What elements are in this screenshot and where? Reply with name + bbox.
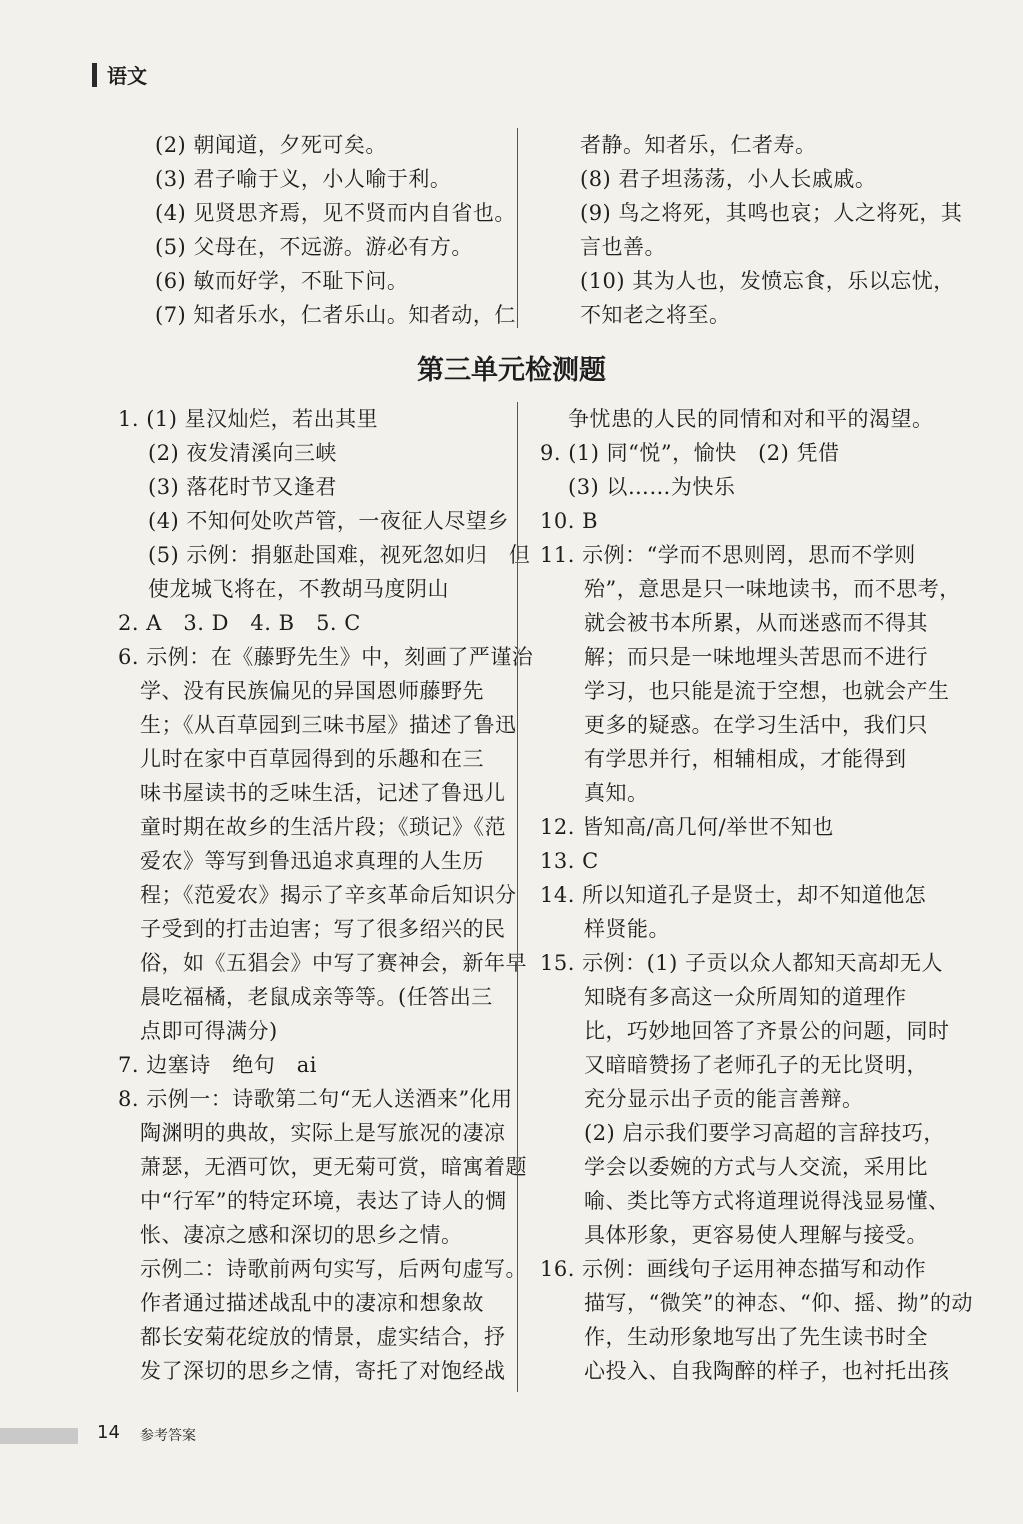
text-line: 作者通过描述战乱中的凄凉和想象故 <box>140 1291 484 1315</box>
column-divider <box>517 402 518 1392</box>
text-line: 味书屋读书的乏味生活，记述了鲁迅儿 <box>140 781 506 805</box>
text-line: 12. 皆知高/高几何/举世不知也 <box>540 815 834 839</box>
text-line: 学会以委婉的方式与人交流，采用比 <box>584 1155 928 1179</box>
text-line: (2) 启示我们要学习高超的言辞技巧， <box>584 1121 945 1145</box>
text-line: 儿时在家中百草园得到的乐趣和在三 <box>140 747 484 771</box>
text-line: 言也善。 <box>580 235 666 259</box>
text-line: 喻、类比等方式将道理说得浅显易懂、 <box>584 1189 950 1213</box>
text-line: (3) 以……为快乐 <box>568 475 736 499</box>
text-line: (2) 朝闻道，夕死可矣。 <box>155 133 387 157</box>
page-number: 14 <box>97 1422 120 1443</box>
header-bar <box>92 63 97 87</box>
text-line: 具体形象，更容易使人理解与接受。 <box>584 1223 928 1247</box>
text-line: 8. 示例一：诗歌第二句“无人送酒来”化用 <box>118 1087 513 1111</box>
text-line: 11. 示例：“学而不思则罔，思而不学则 <box>540 543 916 567</box>
text-line: 陶渊明的典故，实际上是写旅况的凄凉 <box>140 1121 506 1145</box>
text-line: 13. C <box>540 849 599 873</box>
text-line: 比，巧妙地回答了齐景公的问题，同时 <box>584 1019 950 1043</box>
text-line: 样贤能。 <box>584 917 670 941</box>
text-line: 萧瑟，无酒可饮，更无菊可赏，暗寓着题 <box>140 1155 527 1179</box>
text-line: (5) 父母在，不远游。游必有方。 <box>155 235 473 259</box>
text-line: 中“行军”的特定环境，表达了诗人的惆 <box>140 1189 507 1213</box>
text-line: (2) 夜发清溪向三峡 <box>148 441 337 465</box>
text-line: 1. (1) 星汉灿烂，若出其里 <box>118 407 379 431</box>
text-line: 有学思并行，相辅相成，才能得到 <box>584 747 907 771</box>
section-title: 第三单元检测题 <box>417 355 606 386</box>
text-line: 生；《从百草园到三味书屋》描述了鲁迅 <box>140 713 517 737</box>
text-line: 学习，也只能是流于空想，也就会产生 <box>584 679 950 703</box>
text-line: 者静。知者乐，仁者寿。 <box>580 133 817 157</box>
column-divider <box>517 128 518 328</box>
text-line: 更多的疑惑。在学习生活中，我们只 <box>584 713 928 737</box>
text-line: 解；而只是一味地埋头苦思而不进行 <box>584 645 928 669</box>
text-line: 14. 所以知道孔子是贤士，却不知道他怎 <box>540 883 927 907</box>
text-line: (3) 落花时节又逢君 <box>148 475 337 499</box>
text-line: 10. B <box>540 509 599 533</box>
text-line: 2. A 3. D 4. B 5. C <box>118 611 361 635</box>
text-line: 发了深切的思乡之情，寄托了对饱经战 <box>140 1359 506 1383</box>
text-line: 子受到的打击迫害；写了很多绍兴的民 <box>140 917 506 941</box>
text-line: 7. 边塞诗 绝句 ai <box>118 1053 317 1077</box>
text-line: 学、没有民族偏见的异国恩师藤野先 <box>140 679 484 703</box>
top-left-column <box>155 128 515 332</box>
text-line: (4) 不知何处吹芦管，一夜征人尽望乡 <box>148 509 509 533</box>
text-line: (5) 示例：捐躯赴国难，视死忽如归 但 <box>148 543 531 567</box>
top-right-column <box>580 128 963 332</box>
bottom-left-column <box>118 402 534 1388</box>
text-line: (10) 其为人也，发愤忘食，乐以忘忧， <box>580 269 955 293</box>
text-line: 爱农》等写到鲁迅追求真理的人生历 <box>140 849 484 873</box>
text-line: 晨吃福橘，老鼠成亲等等。(任答出三 <box>140 985 493 1009</box>
text-line: 就会被书本所累，从而迷惑而不得其 <box>584 611 928 635</box>
text-line: (7) 知者乐水，仁者乐山。知者动，仁 <box>155 303 516 327</box>
text-line: 作，生动形象地写出了先生读书时全 <box>584 1325 928 1349</box>
text-line: 童时期在故乡的生活片段；《琐记》《范 <box>140 815 506 839</box>
text-line: 又暗暗赞扬了老师孔子的无比贤明， <box>584 1053 928 1077</box>
text-line: (4) 见贤思齐焉，见不贤而内自省也。 <box>155 201 516 225</box>
text-line: 示例二：诗歌前两句实写，后两句虚写。 <box>140 1257 527 1281</box>
text-line: (8) 君子坦荡荡，小人长戚戚。 <box>580 167 877 191</box>
page-header <box>92 60 147 89</box>
text-line: 6. 示例：在《藤野先生》中，刻画了严谨治 <box>118 645 534 669</box>
text-line: 俗，如《五猖会》中写了赛神会，新年早 <box>140 951 527 975</box>
text-line: (9) 鸟之将死，其鸣也哀；人之将死，其 <box>580 201 963 225</box>
text-line: 程；《范爱农》揭示了辛亥革命后知识分 <box>140 883 517 907</box>
footer-label: 参考答案 <box>140 1428 196 1444</box>
text-line: 争忧患的人民的同情和对和平的渴望。 <box>568 407 934 431</box>
text-line: 不知老之将至。 <box>580 303 731 327</box>
subject-label: 语文 <box>107 64 147 88</box>
text-line: 使龙城飞将在，不教胡马度阴山 <box>148 577 449 601</box>
footer-bar <box>0 1428 78 1444</box>
text-line: 怅、凄凉之感和深切的思乡之情。 <box>140 1223 463 1247</box>
text-line: 知晓有多高这一众所周知的道理作 <box>584 985 907 1009</box>
text-line: 15. 示例：(1) 子贡以众人都知天高却无人 <box>540 951 943 975</box>
text-line: 充分显示出子贡的能言善辩。 <box>584 1087 864 1111</box>
text-line: 心投入、自我陶醉的样子，也衬托出孩 <box>584 1359 950 1383</box>
text-line: (3) 君子喻于义，小人喻于利。 <box>155 167 452 191</box>
text-line: 点即可得满分) <box>140 1019 278 1043</box>
text-line: 16. 示例：画线句子运用神态描写和动作 <box>540 1257 927 1281</box>
text-line: 真知。 <box>584 781 649 805</box>
text-line: 9. (1) 同“悦”，愉快 (2) 凭借 <box>540 441 840 465</box>
bottom-right-column <box>540 402 973 1388</box>
text-line: 都长安菊花绽放的情景，虚实结合，抒 <box>140 1325 506 1349</box>
text-line: 殆”，意思是只一味地读书，而不思考， <box>584 577 961 601</box>
text-line: 描写，“微笑”的神态、“仰、摇、拗”的动 <box>584 1291 973 1315</box>
text-line: (6) 敏而好学，不耻下问。 <box>155 269 409 293</box>
